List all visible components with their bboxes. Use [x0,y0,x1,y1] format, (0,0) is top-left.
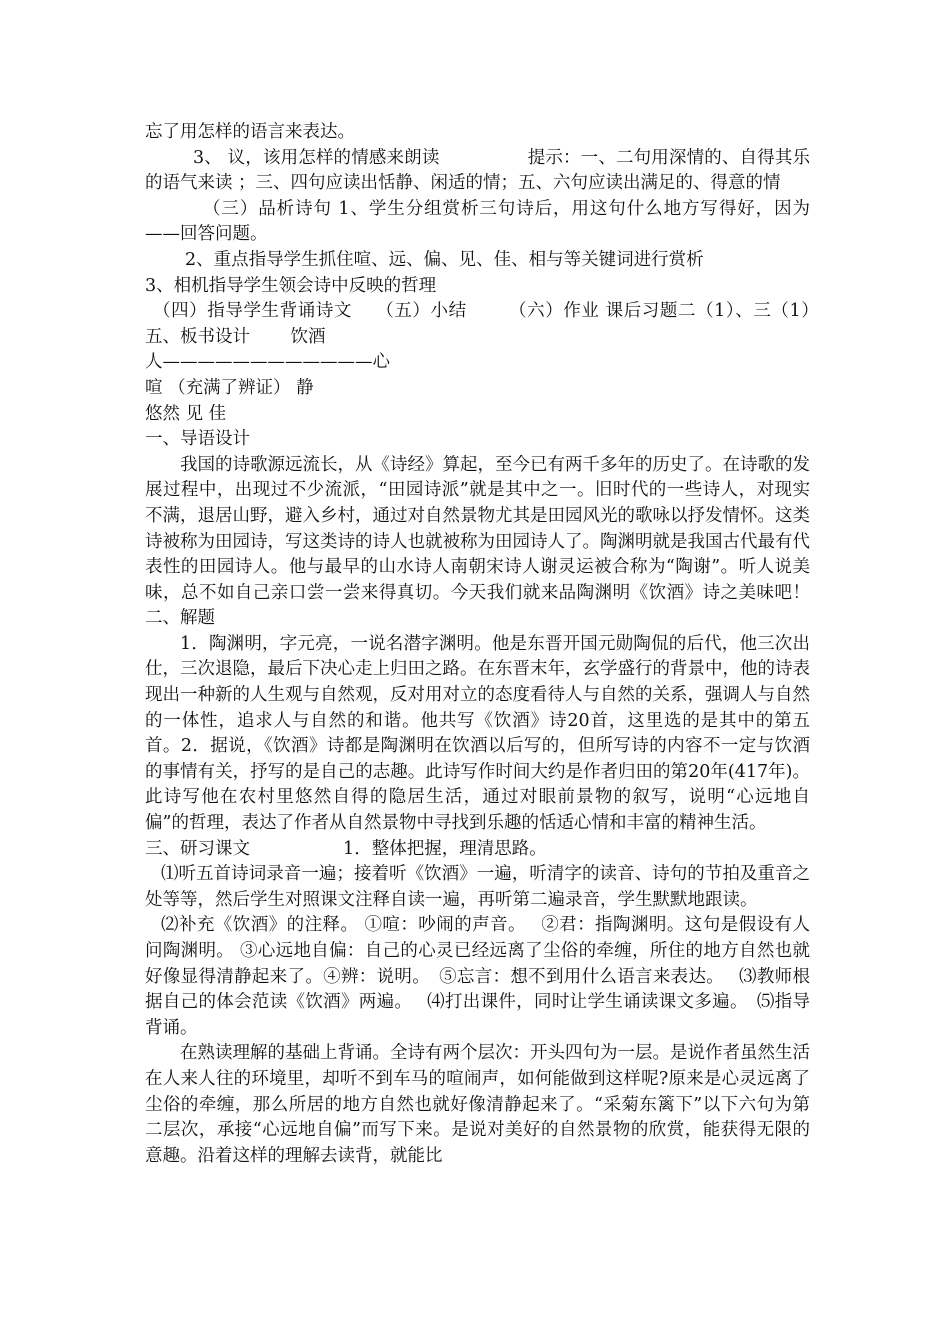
paragraph-intro: 我国的诗歌源远流长，从《诗经》算起，至今已有两千多年的历史了。在诗歌的发展过程中，出现过不少流派，“田园诗派”就是其中之一。旧时代的一些诗人，对现实不满，退居山野，避入乡村，通过对自然景物尤其是田园风光的歌咏以抒发情怀。这类诗被称为田园诗，写这类诗的诗人也就被称为田园诗人了。陶渊明就是我国古代最有代表性的田园诗人。他与最早的山水诗人南朝宋诗人谢灵运被合称为“陶谢”。听人说美味，总不如自己亲口尝一尝来得真切。今天我们就来品陶渊明《饮酒》诗之美味吧！ 二、解题 [145,454,845,629]
section-heading-study: 三、研习课文 1．整体把握，理清思路。 [145,838,547,859]
paragraph-author: 1．陶渊明，字元亮，一说名潜字渊明。他是东晋开国元勋陶侃的后代，他三次出仕，三次退隐，最后下决心走上归田之路。在东晋末年，玄学盛行的背景中，他的诗表现出一种新的人生观与自然观，反对用对立的态度看待人与自然的关系，强调人与自然的一体性，追求人与自然的和谐。他共写《饮酒》诗20首，这里选的是其中的第五首。2．据说，《饮酒》诗都是陶渊明在饮酒以后写的，但所写诗的内容不一定与饮酒的事情有关，抒写的是自己的志趣。此诗写作时间大约是作者归田的第20年(417年)。此诗写他在农村里悠然自得的隐居生活，通过对眼前景物的叙写，说明“心远地自偏”的哲理，表达了作者从自然景物中寻找到乐趣的恬适心情和丰富的精神生活。 [145,633,810,834]
paragraph-steps-board: （四）指导学生背诵诗文 （五）小结 （六）作业 课后习题二（1）、三（1） 五、板书设计 饮酒 [145,301,834,347]
document-body [145,120,845,1169]
board-line-3: 悠然 见 佳 [145,403,227,424]
paragraph-recitation: 在熟读理解的基础上背诵。全诗有两个层次：开头四句为一层。是说作者虽然生活在人来人往的环境里，却听不到车马的喧闹声，如何能做到这样呢?原来是心灵远离了尘俗的牵缠，那么所居的地方自然也就好像清静起来了。“采菊东篱下”以下六句为第二层次，承接“心远地自偏”而写下来。是说对美好的自然景物的欣赏，能获得无限的意趣。沿着这样的理解去读背，就能比 [145,1043,810,1166]
paragraph-philosophy: 3、相机指导学生领会诗中反映的哲理 [145,275,437,296]
paragraph-annotations: ⑵补充《饮酒》的注释。 ①喧：吵闹的声音。 ②君：指陶渊明。这句是假设有人问陶渊明。 ③心远地自偏：自己的心灵已经远离了尘俗的牵缠，所住的地方自然也就好像显得清静起来了。④辨：说明。 ⑤忘言：想不到用什么语言来表达。 ⑶教师根据自己的体会范读《饮酒》两遍。 ⑷打出课件，同时让学生诵读课文多遍。 ⑸指导背诵。 [145,915,810,1038]
paragraph-analysis: （三）品析诗句 1、学生分组赏析三句诗后，用这句什么地方写得好，因为——回答问题。 [145,198,810,245]
paragraph-listening: ⑴听五首诗词录音一遍；接着听《饮酒》一遍，听清字的读音、诗句的节拍及重音之处等等，然后学生对照课文注释自读一遍，再听第二遍录音，学生默默地跟读。 [145,864,810,910]
section-heading-intro: 一、导语设计 [145,429,250,450]
paragraph-continuation: 忘了用怎样的语言来表达。 [145,122,355,142]
paragraph-key-words: 2、重点指导学生抓住喧、远、偏、见、佳、相与等关键词进行赏析 [185,249,704,270]
board-line-2: 喧 （充满了辨证） 静 [145,377,314,398]
paragraph-reading-tips: 3、 议，该用怎样的情感来朗读 提示：一、二句用深情的、自得其乐的语气来读 ；三、四句应读出恬静、闲适的情；五、六句应读出满足的、得意的情 [145,147,810,194]
board-line-1: 人————————————心 [145,352,390,373]
